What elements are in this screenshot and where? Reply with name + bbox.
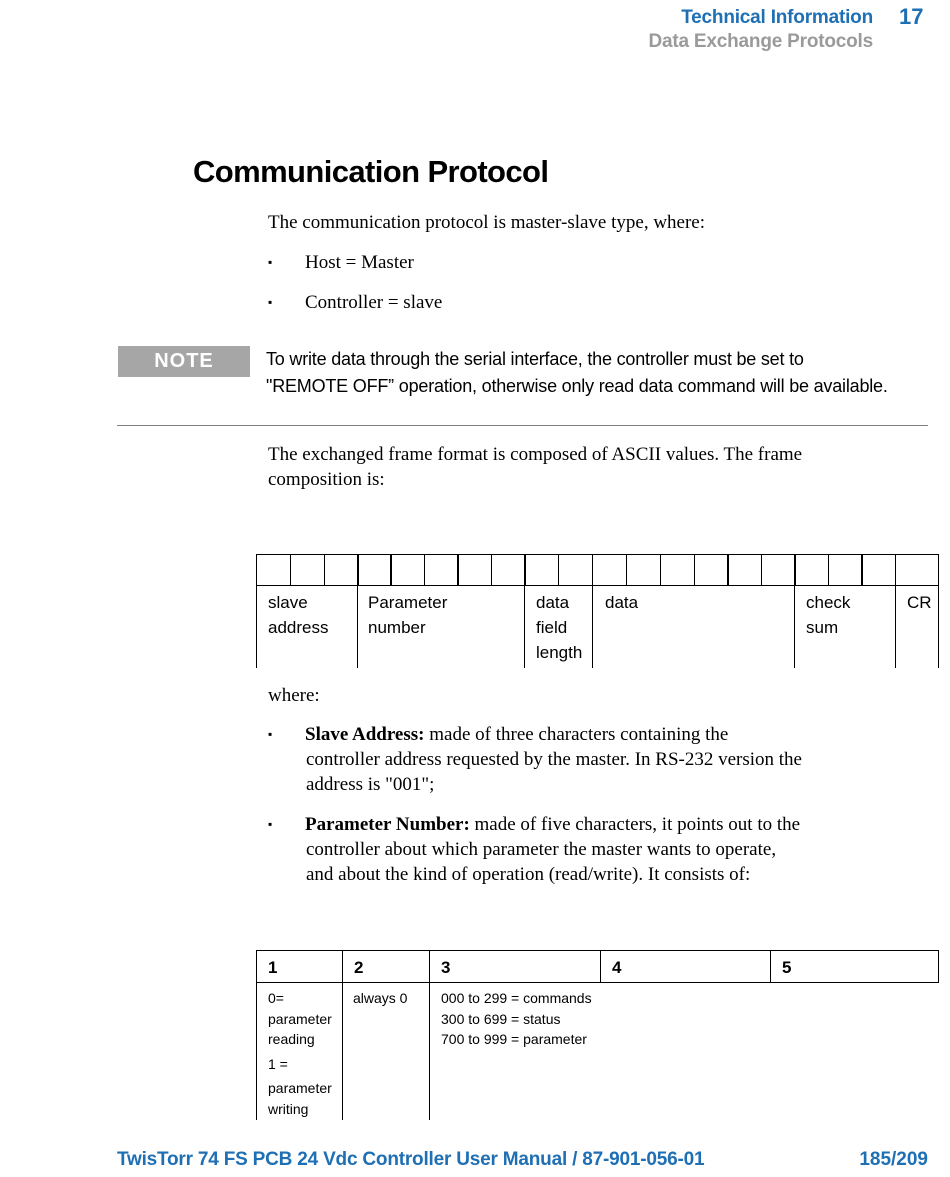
bullet-icon: ▪ [268, 255, 273, 269]
frame-char-cell [694, 554, 729, 586]
table-rule [600, 950, 601, 983]
frame-char-cell [895, 554, 939, 586]
where-label: where: [268, 685, 320, 706]
role-text: Host = Master [305, 252, 414, 273]
bullet-icon: ▪ [268, 817, 273, 831]
frame-char-cell [357, 554, 392, 586]
frame-char-cell [524, 554, 559, 586]
table-header-cell: 4 [600, 950, 770, 983]
header-subsection: Data Exchange Protocols [648, 31, 873, 52]
table-cell: always 0 [353, 990, 408, 1006]
frame-char-cell [558, 554, 593, 586]
definition-text: made of three characters containing the [424, 724, 729, 745]
definition-term: Slave Address: [305, 724, 425, 745]
intro-paragraph: The communication protocol is master-slave type, where: [268, 212, 706, 233]
header-section-title: Technical Information [681, 7, 873, 28]
frame-char-cell [491, 554, 526, 586]
frame-char-cell [828, 554, 863, 586]
table-rule [256, 950, 257, 1120]
frame-char-cell [794, 554, 829, 586]
frame-separator [256, 586, 257, 668]
definition-text: and about the kind of operation (read/write). It consists of: [306, 864, 751, 885]
frame-char-cell [424, 554, 459, 586]
frame-char-cell [290, 554, 325, 586]
frame-intro-line: The exchanged frame format is composed of ASCII values. The frame [268, 444, 803, 465]
frame-char-cell [727, 554, 762, 586]
frame-char-cell [626, 554, 661, 586]
frame-intro-line: composition is: [268, 469, 385, 490]
role-text: Controller = slave [305, 292, 443, 313]
footer-page-number: 185/209 [859, 1149, 928, 1170]
frame-separator [794, 586, 795, 668]
note-line: To write data through the serial interface, the controller must be set to [266, 349, 804, 369]
definition-text: address is "001"; [306, 774, 435, 795]
footer-manual-title: TwisTorr 74 FS PCB 24 Vdc Controller User Manual / 87-901-056-01 [117, 1149, 705, 1170]
frame-field-label: data field length [536, 593, 583, 662]
definition-text: controller address requested by the master. In RS-232 version the [306, 749, 802, 770]
definition-text: controller about which parameter the master wants to operate, [306, 839, 777, 860]
frame-char-cell [256, 554, 291, 586]
definition-term: Parameter Number: [305, 814, 470, 835]
note-line: "REMOTE OFF” operation, otherwise only read data command will be available. [266, 376, 888, 396]
table-header-cell: 5 [770, 950, 939, 983]
table-cell: 0= parameter reading 1 = parameter writing [268, 990, 332, 1117]
note-text [266, 346, 888, 400]
frame-char-cell [390, 554, 425, 586]
frame-field-label: data [605, 593, 639, 612]
table-cell: 000 to 299 = commands 300 to 699 = status 700 to 999 = parameter [441, 990, 592, 1047]
table-header-cell: 3 [429, 950, 600, 983]
note-label: NOTE [118, 346, 250, 377]
frame-separator [895, 586, 896, 668]
page-title: Communication Protocol [193, 154, 549, 189]
frame-char-cell [861, 554, 896, 586]
table-rule [342, 950, 343, 1120]
divider [117, 425, 928, 426]
bullet-icon: ▪ [268, 295, 273, 309]
frame-separator [938, 586, 939, 668]
frame-field-label: CR [907, 593, 932, 612]
frame-char-cell [761, 554, 796, 586]
frame-field-label: Parameter number [368, 593, 448, 637]
table-rule [770, 950, 771, 983]
frame-char-cell [457, 554, 492, 586]
frame-separator [592, 586, 593, 668]
frame-char-cell [592, 554, 627, 586]
header-page-number: 17 [899, 4, 924, 29]
frame-field-label: check sum [806, 593, 851, 637]
frame-field-label: slave address [268, 593, 329, 637]
frame-separator [524, 586, 525, 668]
table-rule [429, 950, 430, 1120]
definition-text: made of five characters, it points out to the [469, 814, 801, 835]
table-rule [938, 950, 939, 983]
bullet-icon: ▪ [268, 727, 273, 741]
table-header-cell: 1 [256, 950, 342, 983]
frame-char-cell [660, 554, 695, 586]
frame-char-cell [324, 554, 359, 586]
frame-intro-paragraph [268, 442, 802, 492]
frame-separator [357, 586, 358, 668]
table-header-cell: 2 [342, 950, 429, 983]
